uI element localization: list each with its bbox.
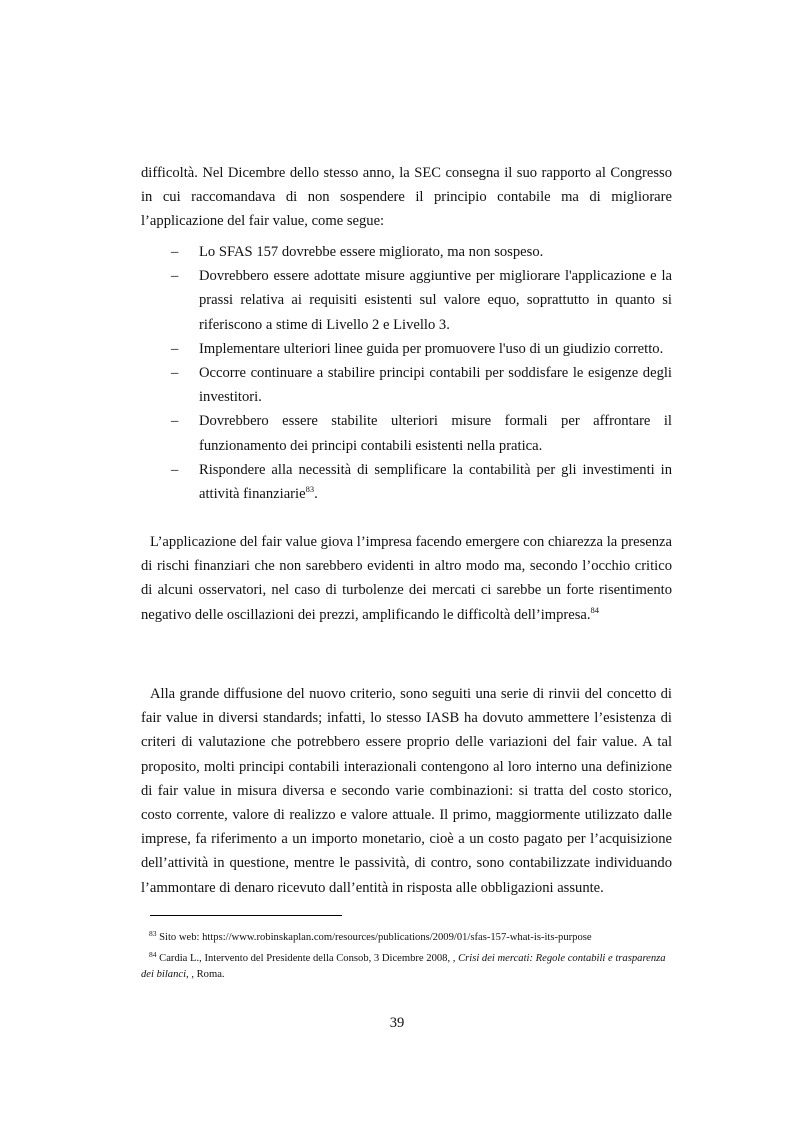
list-item (141, 240, 672, 264)
footnote-ref-84[interactable]: 84 (590, 604, 600, 615)
footnote-number: 84 (149, 949, 157, 959)
list-item (141, 361, 672, 409)
list-item-text-end: . (314, 486, 318, 503)
list-item-text: Rispondere alla necessità di semplificare la contabilità per gli investimenti in attività finanziarie (199, 461, 672, 503)
dash-bullet: – (171, 244, 179, 260)
list-item-text: Dovrebbero essere stabilite ulteriori misure formali per affrontare il funzionamento dei principi contabili esistenti nella pratica. (199, 413, 672, 454)
paragraph-text: L’applicazione del fair value giova l’impresa facendo emergere con chiarezza la presenza di rischi finanziari che non sarebbero evidenti in altro modo ma, secondo l’occhio critico di alcuni osservatori, nel caso di turbolenze dei mercati ci sarebbe un forte risentimento negativo delle oscillazioni dei prezzi, amplificando le difficoltà dell’impresa. (141, 534, 672, 623)
list-item-text: Occorre continuare a stabilire principi contabili per soddisfare le esigenze degli investitori. (199, 365, 672, 406)
dash-bullet: – (171, 461, 179, 478)
list-item (141, 337, 672, 361)
dash-bullet: – (171, 268, 179, 285)
list-item (141, 458, 672, 506)
footnote-84 (141, 951, 672, 984)
list-item-text: Lo SFAS 157 dovrebbe essere migliorato, ma non sospeso. (199, 244, 544, 260)
dash-bullet: – (171, 340, 179, 357)
list-item (141, 264, 672, 337)
page-number: 39 (389, 1015, 405, 1031)
dash-bullet: – (171, 413, 179, 430)
paragraph-intro: difficoltà. Nel Dicembre dello stesso anno, la SEC consegna il suo rapporto al Congresso in cui raccomandava di non sospendere il principio contabile ma di migliorare l’applicazione del fair value, come segue: (141, 165, 672, 230)
list-item-text: Dovrebbero essere adottate misure aggiuntive per migliorare l'applicazione e la prassi relativa ai requisiti esistenti sul valore equo, soprattutto in quanto si riferiscono a stime di Livello 2 e Livello 3. (199, 268, 672, 333)
footnote-text: Cardia L., Intervento del Presidente della Consob, 3 Dicembre 2008, , (156, 952, 459, 964)
footnotes (141, 930, 672, 984)
footnote-title: Crisi dei mercati: Regole contabili e trasparenza dei bilanci, (141, 952, 666, 980)
footnote-83 (141, 930, 672, 947)
footnote-number: 83 (149, 929, 157, 938)
footnote-separator (150, 915, 342, 916)
paragraph-fair-value-benefits (141, 530, 672, 627)
list-item-text: Implementare ulteriori linee guida per promuovere l'uso di un giudizio corretto. (199, 340, 664, 357)
footnote-text: Sito web: https://www.robinskaplan.com/resources/publications/2009/01/sfas-157-what-is-its-purpose (156, 932, 592, 943)
recommendations-list (141, 240, 672, 506)
footnote-ref-83[interactable]: 83 (305, 484, 315, 495)
list-item (141, 409, 672, 457)
dash-bullet: – (171, 365, 179, 382)
paragraph-valuation-criteria: Alla grande diffusione del nuovo criterio, sono seguiti una serie di rinvii del concetto di fair value in diversi standards; infatti, lo stesso IASB ha dovuto ammettere l’esistenza di criteri di valutazione che potrebbero essere proprio delle variazioni del fair value. A tal proposito, molti principi contabili interazionali contengono al loro interno una definizione di fair value in misura diversa e secondo varie combinazioni: si tratta del costo storico, costo corrente, valore di realizzo e valore attuale. Il primo, maggiormente utilizzato dalle imprese, fa riferimento a un importo monetario, cioè a un costo pagato per l’acquisizione dell’attività in questione, mentre le passività, di contro, sono contabilizzate individuando l’ammontare di denaro ricevuto dall’entità in risposta alle obbligazioni assunte. (141, 686, 672, 896)
footnote-text-end: , Roma. (188, 969, 225, 980)
